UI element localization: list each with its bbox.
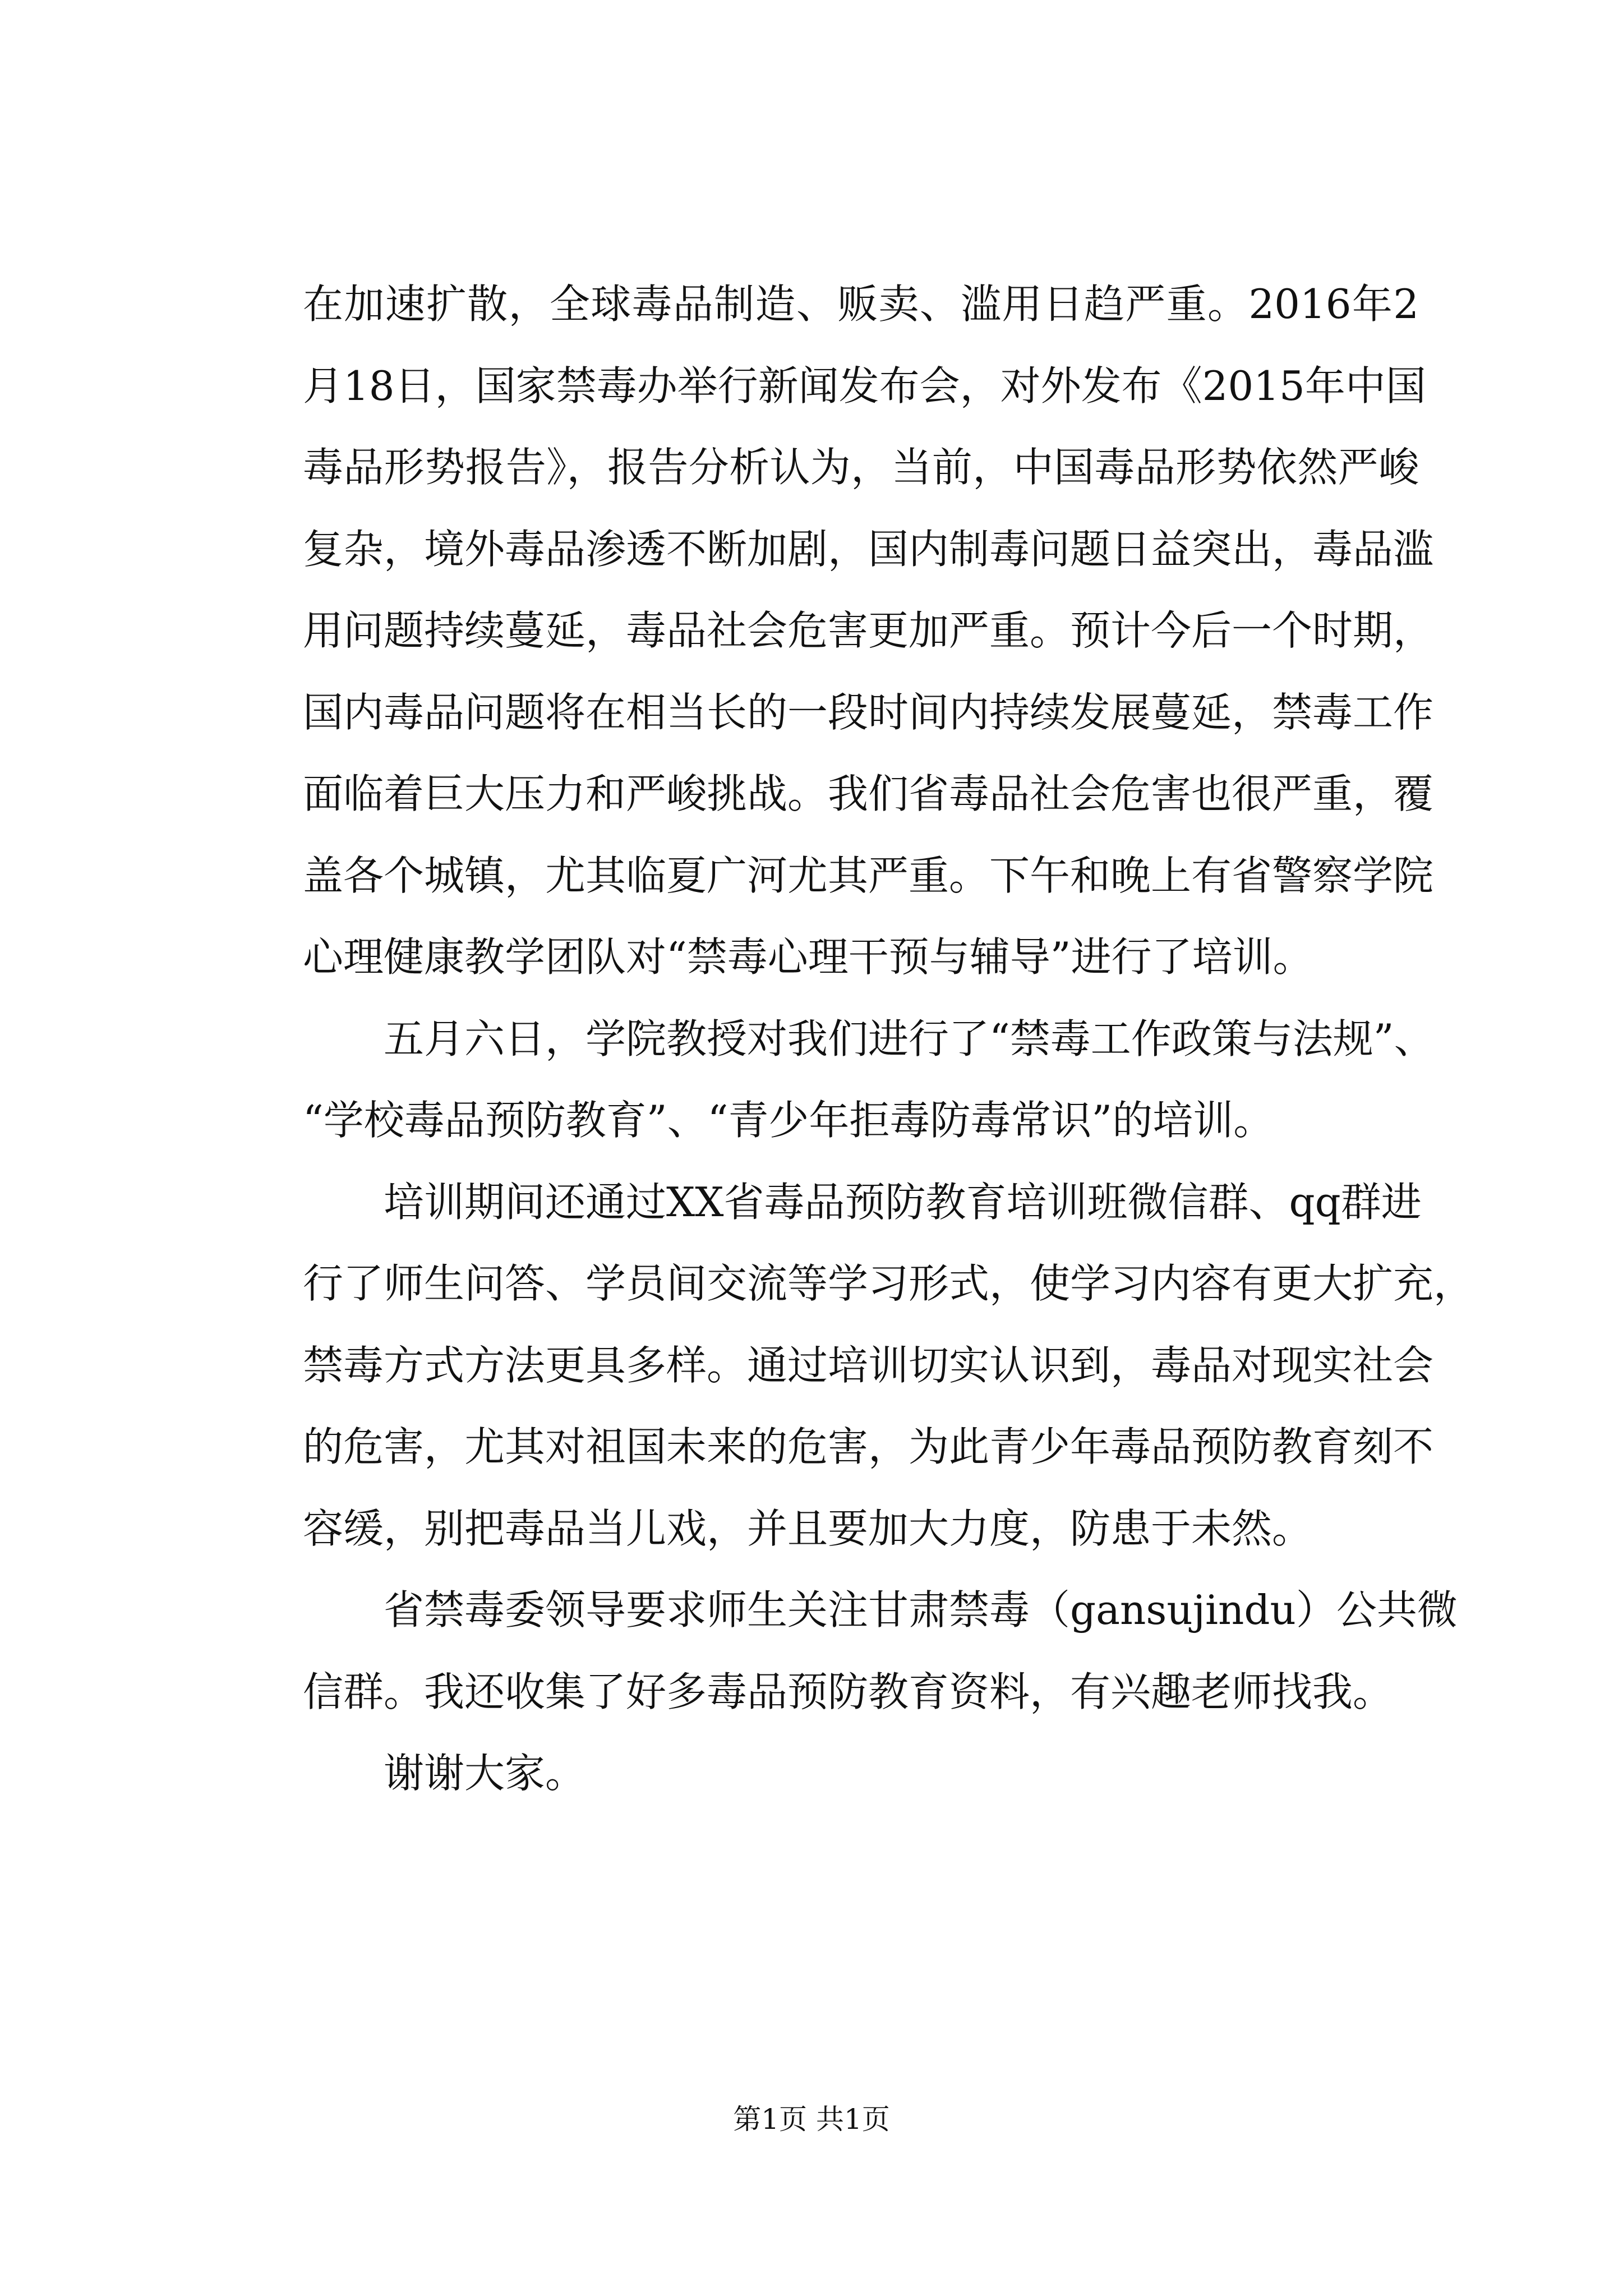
text-line: 培训期间还通过XX省毒品预防教育培训班微信群、qq群进 (384, 1178, 1422, 1226)
text-line: 五月六日，学院教授对我们进行了“禁毒工作政策与法规”、 (384, 1015, 1435, 1062)
text-line: 谢谢大家。 (384, 1750, 586, 1797)
text-line: 心理健康教学团队对“禁毒心理干预与辅导”进行了培训。 (303, 933, 1313, 981)
text-line: 信群。我还收集了好多毒品预防教育资料，有兴趣老师找我。 (303, 1668, 1394, 1715)
text-line: 的危害，尤其对祖国未来的危害，为此青少年毒品预防教育刻不 (303, 1423, 1434, 1470)
paragraph (303, 1162, 1474, 1570)
paragraph (303, 264, 1434, 999)
text-line: 复杂，境外毒品渗透不断加剧，国内制毒问题日益突出，毒品滥 (303, 525, 1434, 573)
text-line: 行了师生问答、学员间交流等学习形式，使学习内容有更大扩充， (303, 1260, 1474, 1307)
page-footer (0, 2097, 1623, 2137)
text-line: 禁毒方式方法更具多样。通过培训切实认识到，毒品对现实社会 (303, 1341, 1434, 1389)
text-line: 用问题持续蔓延，毒品社会危害更加严重。预计今后一个时期， (303, 607, 1434, 654)
text-line: 盖各个城镇，尤其临夏广河尤其严重。下午和晚上有省警察学院 (303, 852, 1434, 899)
paragraph (303, 1570, 1458, 1733)
text-line: 省禁毒委领导要求师生关注甘肃禁毒（gansujindu）公共微 (384, 1586, 1458, 1634)
document-body (303, 264, 1474, 1815)
paragraph (303, 999, 1435, 1162)
text-line: “学校毒品预防教育”、“青少年拒毒防毒常识”的培训。 (303, 1097, 1274, 1144)
text-line: 月18日，国家禁毒办举行新闻发布会，对外发布《2015年中国 (303, 362, 1426, 409)
text-line: 毒品形势报告》，报告分析认为，当前，中国毒品形势依然严峻 (303, 444, 1419, 491)
text-line: 面临着巨大压力和严峻挑战。我们省毒品社会危害也很严重，覆 (303, 770, 1434, 817)
text-line: 在加速扩散，全球毒品制造、贩卖、滥用日趋严重。2016年2 (303, 280, 1419, 328)
text-line: 容缓，别把毒品当儿戏，并且要加大力度，防患于未然。 (303, 1504, 1313, 1552)
paragraph (303, 1733, 1419, 1815)
text-line: 国内毒品问题将在相当长的一段时间内持续发展蔓延，禁毒工作 (303, 688, 1434, 736)
page-number-label: 第1页 共1页 (733, 2103, 890, 2136)
